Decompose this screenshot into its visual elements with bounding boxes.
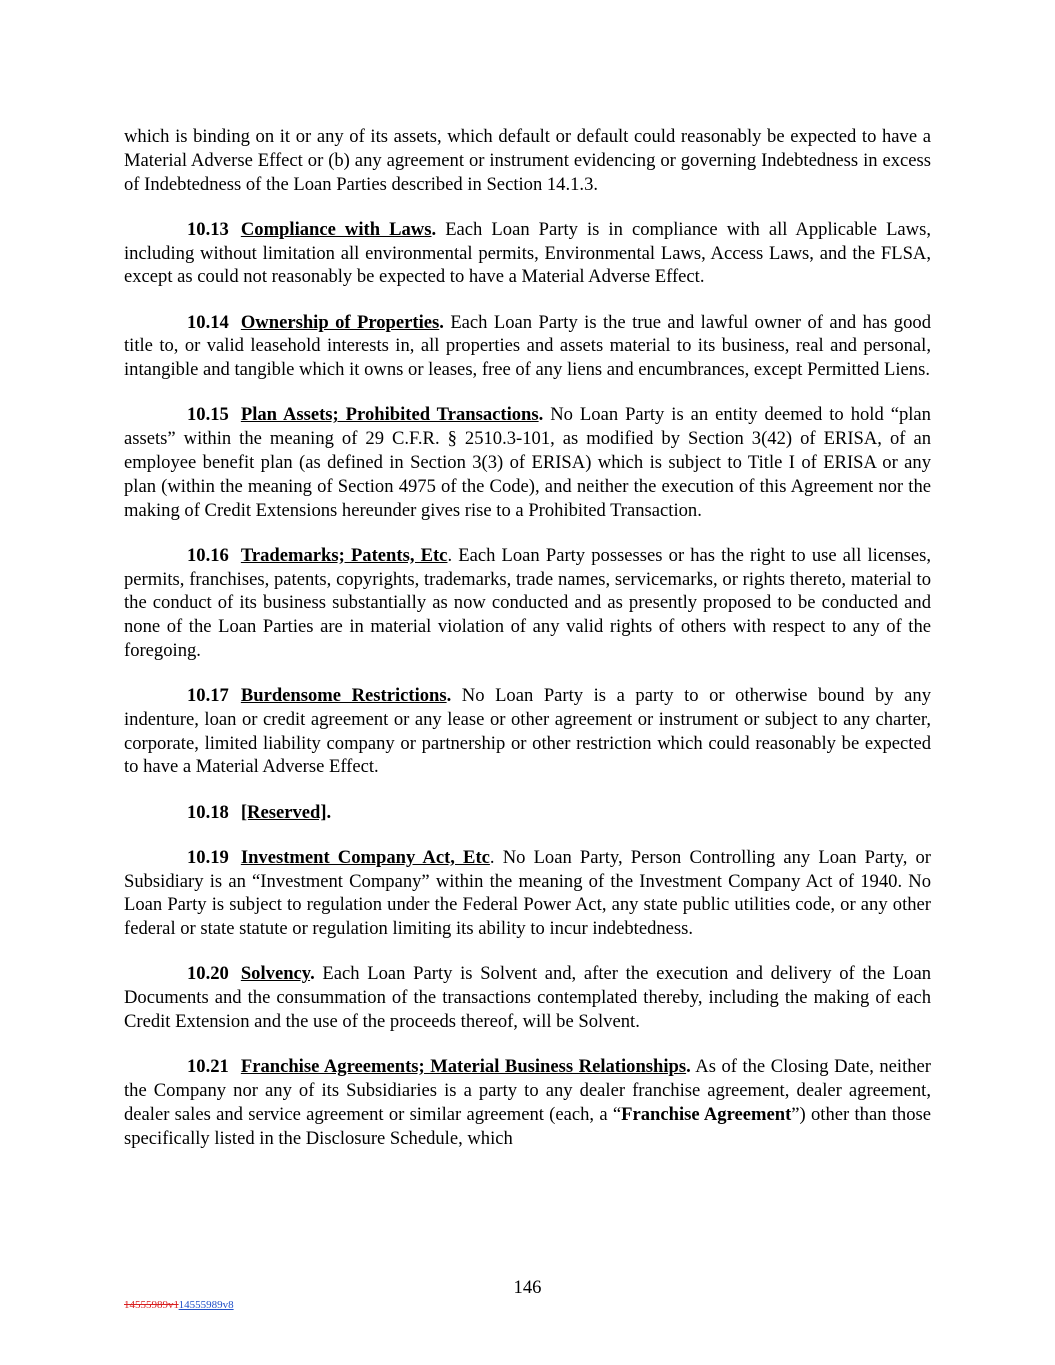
section-heading: Burdensome Restrictions — [240, 685, 447, 707]
section-heading-punct: . — [446, 685, 452, 707]
section-10-17 — [124, 684, 931, 779]
section-heading-punct: . — [310, 963, 315, 985]
document-id-inserted: 14555989v8 — [178, 1299, 234, 1311]
section-10-15 — [124, 403, 931, 522]
section-text: Each Loan Party is the true and lawful owner of and has good title to, or valid leasehold interests in, all properties and assets material to its business, real and personal, intangible and tangible which it owns or leases, free of any liens and encumbrances, except Permitted Liens. — [124, 311, 931, 381]
section-heading-punct: . — [439, 311, 444, 333]
section-10-14 — [124, 311, 931, 382]
section-number: 10.18 — [187, 801, 229, 823]
body-text — [124, 125, 931, 1172]
section-10-13 — [124, 218, 931, 289]
section-heading: Ownership of Properties — [240, 311, 440, 333]
continuation-paragraph: which is binding on it or any of its assets, which default or default could reasonably be expected to have a Material Adverse Effect or (b) any agreement or instrument evidencing or governing Indebtedness in excess of Indebtedness of the Loan Parties described in Section 14.1.3. — [124, 126, 931, 195]
section-heading-punct: . — [431, 218, 437, 240]
section-10-21 — [124, 1055, 931, 1150]
section-10-20 — [124, 962, 931, 1033]
section-heading: Investment Company Act, Etc — [240, 846, 490, 868]
section-heading: Plan Assets; Prohibited Transactions — [240, 404, 539, 426]
section-number: 10.19 — [187, 846, 229, 868]
page-number: 146 — [513, 1277, 542, 1298]
section-heading: [Reserved] — [240, 801, 327, 823]
section-text: As of the Closing Date, neither the Company nor any of its Subsidiaries is a party to any dealer franchise agreement, dealer agreement, dealer sales and service agreement or similar agreement (each, a “ — [124, 1056, 931, 1125]
section-heading-punct: . — [326, 801, 332, 823]
section-number: 10.20 — [187, 963, 229, 985]
section-text-end: ”) other than those specifically listed in the Disclosure Schedule, which — [124, 1103, 932, 1149]
section-heading-punct: . — [538, 404, 544, 426]
document-id — [124, 1299, 234, 1312]
section-heading: Trademarks; Patents, Etc — [240, 544, 448, 566]
section-number: 10.21 — [187, 1056, 229, 1078]
section-text: No Loan Party is an entity deemed to hold “plan assets” within the meaning of 29 C.F.R. § 2510.3-101, as modified by Section 3(42) of ERISA, of an employee benefit plan (as defined in Section 3(3) of ERISA) which is subject to Title I of ERISA or any plan (within the meaning of Section 4975 of the Code), and neither the execution of this Agreement nor the making of Credit Extensions hereunder gives rise to a Prohibited Transaction. — [124, 404, 931, 521]
section-number: 10.16 — [187, 544, 229, 566]
section-number: 10.15 — [187, 404, 229, 426]
section-text: Each Loan Party is in compliance with all Applicable Laws, including without limitation all environmental permits, Environmental Laws, Access Laws, and the FLSA, except as could not reasonably be expected to have a Material Adverse Effect. — [124, 218, 931, 288]
section-heading: Compliance with Laws — [240, 218, 432, 240]
document-id-deleted: 14555989v1 — [124, 1299, 179, 1311]
section-heading: Solvency — [240, 963, 311, 985]
section-text: Each Loan Party is Solvent and, after the execution and delivery of the Loan Documents and the consummation of the transactions contemplated thereby, including the making of each Credit Extension and the use of the proceeds thereof, will be Solvent. — [124, 963, 931, 1033]
section-text: No Loan Party is a party to or otherwise bound by any indenture, loan or credit agreement or any lease or other agreement or instrument or subject to any charter, corporate, limited liability company or partnership or other restriction which could reasonably be expected to have a Material Adverse Effect. — [124, 685, 931, 778]
section-10-18 — [124, 801, 931, 825]
section-number: 10.13 — [187, 218, 229, 240]
section-number: 10.17 — [187, 685, 229, 707]
defined-term: Franchise Agreement — [621, 1103, 792, 1125]
section-heading: Franchise Agreements; Material Business Relationships — [240, 1056, 687, 1078]
section-number: 10.14 — [187, 311, 229, 333]
section-10-16 — [124, 544, 931, 663]
section-heading-punct: . — [686, 1056, 691, 1078]
section-10-19 — [124, 846, 931, 941]
section-text: . Each Loan Party possesses or has the right to use all licenses, permits, franchises, patents, copyrights, trademarks, trade names, servicemarks, or rights thereto, material to the conduct of its business substantially as now conducted and as presently proposed to be conducted and none of the Loan Parties are in material violation of any valid rights of others with respect to any of the foregoing. — [124, 544, 931, 661]
section-text: . No Loan Party, Person Controlling any Loan Party, or Subsidiary is an “Investment Company” within the meaning of the Investment Company Act of 1940. No Loan Party is subject to regulation under the Federal Power Act, any state public utilities code, or any other federal or state statute or regulation limiting its ability to incur indebtedness. — [124, 846, 931, 940]
